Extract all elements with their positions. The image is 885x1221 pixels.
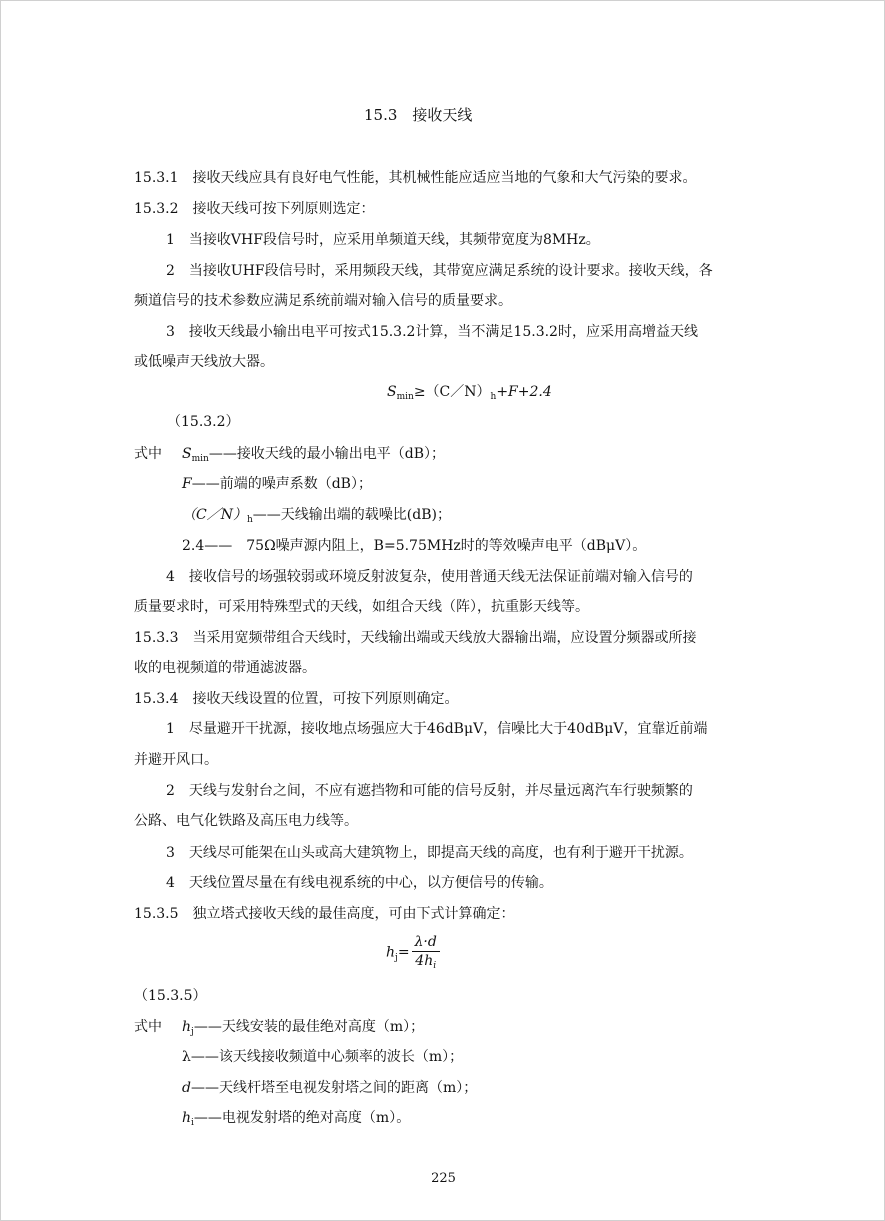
f-symbol: F [182, 476, 192, 492]
cn-description: ——天线输出端的载噪比(dB)； [252, 507, 451, 523]
f-description: ——前端的噪声系数（dB）； [191, 476, 372, 492]
clause-15-3-4: 15.3.4 接收天线设置的位置，可按下列原则确定。 [134, 691, 459, 707]
where2-lead: 式中 [134, 1019, 162, 1035]
hj-lhs-subscript: j [395, 952, 398, 963]
hj-description: ——天线安装的最佳绝对高度（m）； [193, 1019, 425, 1035]
formula-s-subscript: min [396, 392, 414, 402]
hi-description: ——电视发射塔的绝对高度（m）。 [193, 1110, 411, 1126]
item-15-3-4-4: 4 天线位置尽量在有线电视系统的中心，以方便信号的传输。 [166, 875, 553, 891]
formula-15-3-2 [387, 382, 552, 404]
where-hi [182, 1108, 410, 1130]
formula-equals: = [397, 944, 410, 961]
formula-s-symbol: S [387, 384, 397, 400]
clause-15-3-3-line2: 收的电视频道的带通滤波器。 [134, 660, 316, 676]
item-15-3-2-4-line1: 4 接收信号的场强较弱或环境反射波复杂，使用普通天线无法保证前端对输入信号的 [166, 569, 693, 585]
hj-subscript: j [191, 1027, 194, 1037]
item-15-3-4-2-line1: 2 天线与发射台之间，不应有遮挡物和可能的信号反射，并尽量远离汽车行驶频繁的 [166, 783, 693, 799]
formula-relation: ≥（C／N） [413, 384, 491, 400]
where-lambda [182, 1047, 463, 1067]
smin-symbol: S [182, 446, 192, 462]
clause-15-3-2: 15.3.2 接收天线可按下列原则选定： [134, 201, 375, 217]
hj-symbol: h [182, 1019, 192, 1035]
formula-fraction [412, 933, 440, 972]
fraction-numerator: λ·d [412, 933, 440, 952]
clause-15-3-3-line1: 15.3.3 当采用宽频带组合天线时，天线输出端或天线放大器输出端，应设置分频器或所接 [134, 630, 697, 646]
formula-15-3-5 [386, 933, 440, 974]
lambda-symbol: λ [182, 1049, 191, 1065]
clause-15-3-1: 15.3.1 接收天线应具有良好电气性能，其机械性能应适应当地的气象和大气污染的要求。 [134, 170, 697, 186]
item-15-3-4-2-line2: 公路、电气化铁路及高压电力线等。 [134, 813, 358, 829]
smin-subscript: min [191, 454, 209, 464]
item-15-3-2-3-line1: 3 接收天线最小输出电平可按式15.3.2计算，当不满足15.3.2时，应采用高增益天线 [166, 324, 698, 340]
hj-lhs: h [386, 944, 396, 961]
where-hj [134, 1017, 424, 1039]
hi-subscript: i [191, 1118, 194, 1128]
item-15-3-2-4-line2: 质量要求时，可采用特殊型式的天线，如组合天线（阵），抗重影天线等。 [134, 599, 589, 615]
item-15-3-2-2-line2: 频道信号的技术参数应满足系统前端对输入信号的质量要求。 [134, 293, 512, 309]
cn-subscript: h [246, 515, 253, 525]
denominator-text: 4h [415, 953, 434, 969]
cn-symbol: （C／N） [182, 507, 247, 523]
formula-h-subscript: h [490, 392, 497, 402]
where-cn [182, 505, 451, 527]
fraction-denominator [412, 952, 440, 972]
d-description: ——天线杆塔至电视发射塔之间的距离（m）； [190, 1080, 478, 1096]
item-15-3-2-2-line1: 2 当接收UHF段信号时，采用频段天线，其带宽应满足系统的设计要求。接收天线，各 [166, 263, 713, 279]
formula-number-15-3-5: （15.3.5） [134, 988, 207, 1004]
where-f [182, 474, 372, 494]
where-constant: 2.4—— 75Ω噪声源内阻上，B=5.75MHz时的等效噪声电平（dBμV）。 [182, 538, 647, 554]
item-15-3-2-1: 1 当接收VHF段信号时，应采用单频道天线，其频带宽度为8MHz。 [166, 232, 600, 248]
denominator-subscript: i [433, 961, 437, 971]
item-15-3-4-1-line1: 1 尽量避开干扰源，接收地点场强应大于46dBμV，信噪比大于40dBμV，宜靠近前端 [166, 721, 708, 737]
where-lead: 式中 [134, 446, 162, 462]
hi-symbol: h [182, 1110, 192, 1126]
formula-number-15-3-2: （15.3.2） [167, 414, 240, 430]
where-smin [134, 444, 445, 466]
where-d [182, 1078, 477, 1098]
formula-rest: +F+2.4 [496, 384, 552, 400]
clause-15-3-5: 15.3.5 独立塔式接收天线的最佳高度，可由下式计算确定： [134, 906, 515, 922]
lambda-description: ——该天线接收频道中心频率的波长（m）； [190, 1049, 464, 1065]
item-15-3-2-3-line2: 或低噪声天线放大器。 [134, 354, 274, 370]
d-symbol: d [182, 1080, 191, 1096]
section-title: 15.3 接收天线 [364, 106, 473, 124]
smin-description: ——接收天线的最小输出电平（dB）； [208, 446, 446, 462]
item-15-3-4-3: 3 天线尽可能架在山头或高大建筑物上，即提高天线的高度，也有利于避开干扰源。 [166, 845, 693, 861]
item-15-3-4-1-line2: 并避开风口。 [134, 752, 218, 768]
page-number: 225 [431, 1171, 456, 1186]
